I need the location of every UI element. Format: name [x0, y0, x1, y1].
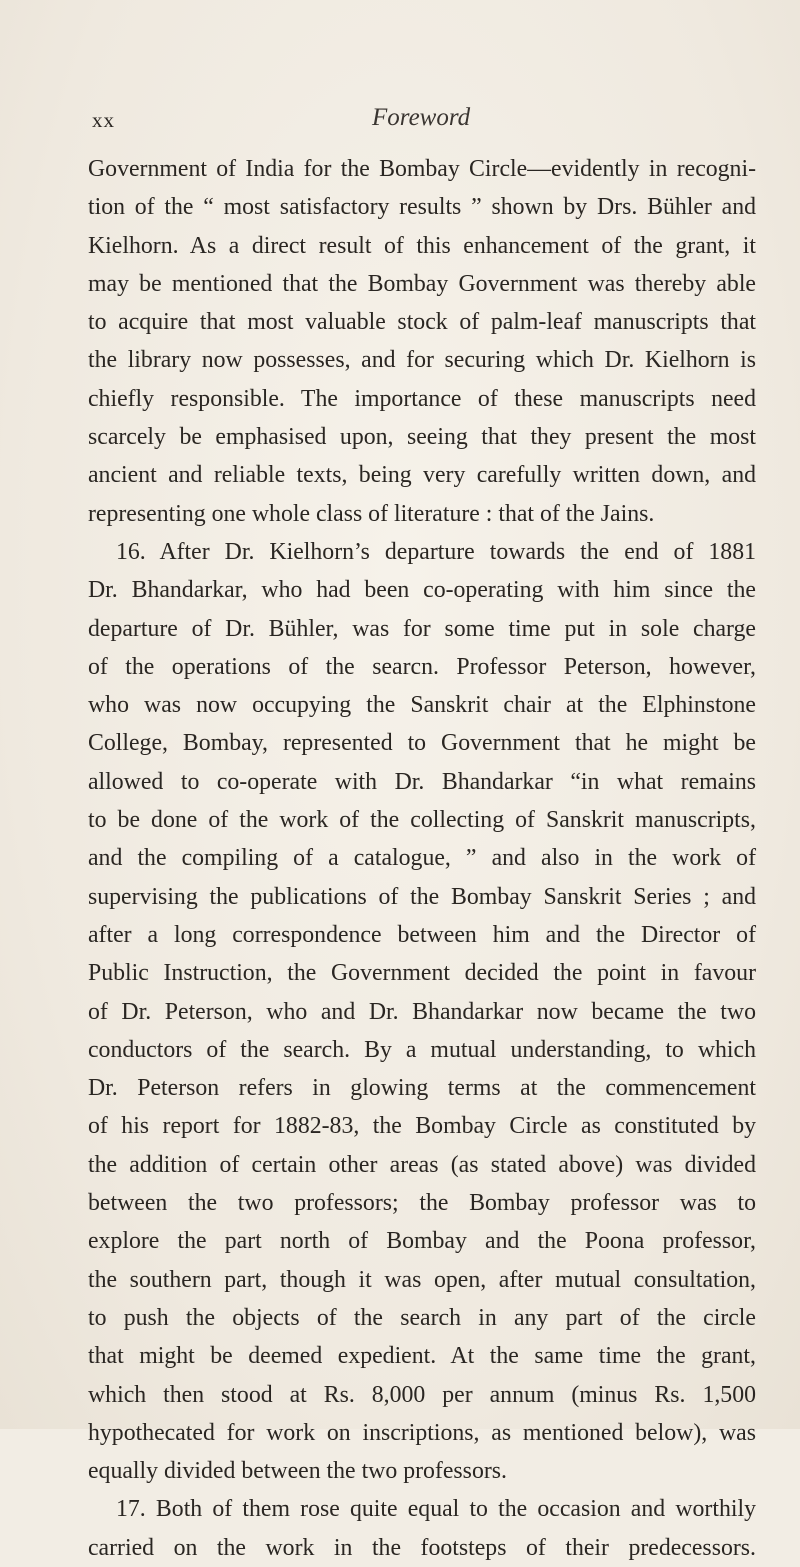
text-line: hypothecated for work on inscriptions, as mentioned below), was: [88, 1419, 756, 1446]
text-line: between the two professors; the Bombay professor was to: [88, 1190, 756, 1217]
running-head-title: Foreword: [372, 104, 471, 131]
text-line: tion of the “ most satisfactory results ” shown by Drs. Bühler and: [88, 194, 756, 221]
text-line: representing one whole class of literature : that of the Jains.: [88, 500, 655, 527]
text-line: of Dr. Peterson, who and Dr. Bhandarkar now became the two: [88, 998, 756, 1025]
text-line: College, Bombay, represented to Government that he might be: [88, 730, 756, 757]
text-line: may be mentioned that the Bombay Government was thereby able: [88, 270, 756, 297]
text-line: departure of Dr. Bühler, was for some time put in sole charge: [88, 615, 756, 642]
text-line: which then stood at Rs. 8,000 per annum (minus Rs. 1,500: [88, 1381, 756, 1408]
page-number: xx: [92, 108, 115, 132]
text-line: who was now occupying the Sanskrit chair at the Elphinstone: [88, 692, 756, 719]
text-line: of his report for 1882-83, the Bombay Circle as constituted by: [88, 1113, 756, 1140]
text-line: Dr. Peterson refers in glowing terms at the commencement: [88, 1075, 756, 1102]
paragraph-16-first-line: 16. After Dr. Kielhorn’s departure towards the end of 1881: [116, 538, 756, 565]
paragraph-17-first-line: 17. Both of them rose quite equal to the occasion and worthily: [116, 1496, 756, 1523]
text-line: Kielhorn. As a direct result of this enhancement of the grant, it: [88, 232, 756, 259]
text-line: to acquire that most valuable stock of palm-leaf manuscripts that: [88, 309, 756, 336]
text-line: explore the part north of Bombay and the Poona professor,: [88, 1228, 756, 1255]
text-line: that might be deemed expedient. At the same time the grant,: [88, 1343, 756, 1370]
text-line: after a long correspondence between him and the Director of: [88, 921, 756, 948]
text-line: carried on the work in the footsteps of their predecessors.: [88, 1534, 756, 1561]
text-line: scarcely be emphasised upon, seeing that they present the most: [88, 424, 756, 451]
text-line: and the compiling of a catalogue, ” and also in the work of: [88, 845, 756, 872]
text-line: to be done of the work of the collecting of Sanskrit manuscripts,: [88, 807, 756, 834]
text-line: of the operations of the searcn. Professor Peterson, however,: [88, 653, 756, 680]
text-line: Dr. Bhandarkar, who had been co-operating with him since the: [88, 577, 756, 604]
text-line: the library now possesses, and for securing which Dr. Kielhorn is: [88, 347, 756, 374]
text-line: the addition of certain other areas (as stated above) was divided: [88, 1151, 756, 1178]
text-line: supervising the publications of the Bombay Sanskrit Series ; and: [88, 883, 756, 910]
text-line: Public Instruction, the Government decided the point in favour: [88, 960, 756, 987]
text-line: Government of India for the Bombay Circle—evidently in recogni-: [88, 156, 756, 182]
text-line: allowed to co-operate with Dr. Bhandarkar “in what remains: [88, 768, 756, 795]
text-line: the southern part, though it was open, after mutual consultation,: [88, 1266, 756, 1293]
body-text: [88, 150, 756, 1567]
text-line: ancient and reliable texts, being very carefully written down, and: [88, 462, 756, 489]
text-line: equally divided between the two professors.: [88, 1458, 507, 1485]
text-line: chiefly responsible. The importance of these manuscripts need: [88, 385, 756, 412]
running-head: [0, 104, 800, 144]
text-line: to push the objects of the search in any part of the circle: [88, 1304, 756, 1331]
text-line: conductors of the search. By a mutual understanding, to which: [88, 1036, 756, 1063]
